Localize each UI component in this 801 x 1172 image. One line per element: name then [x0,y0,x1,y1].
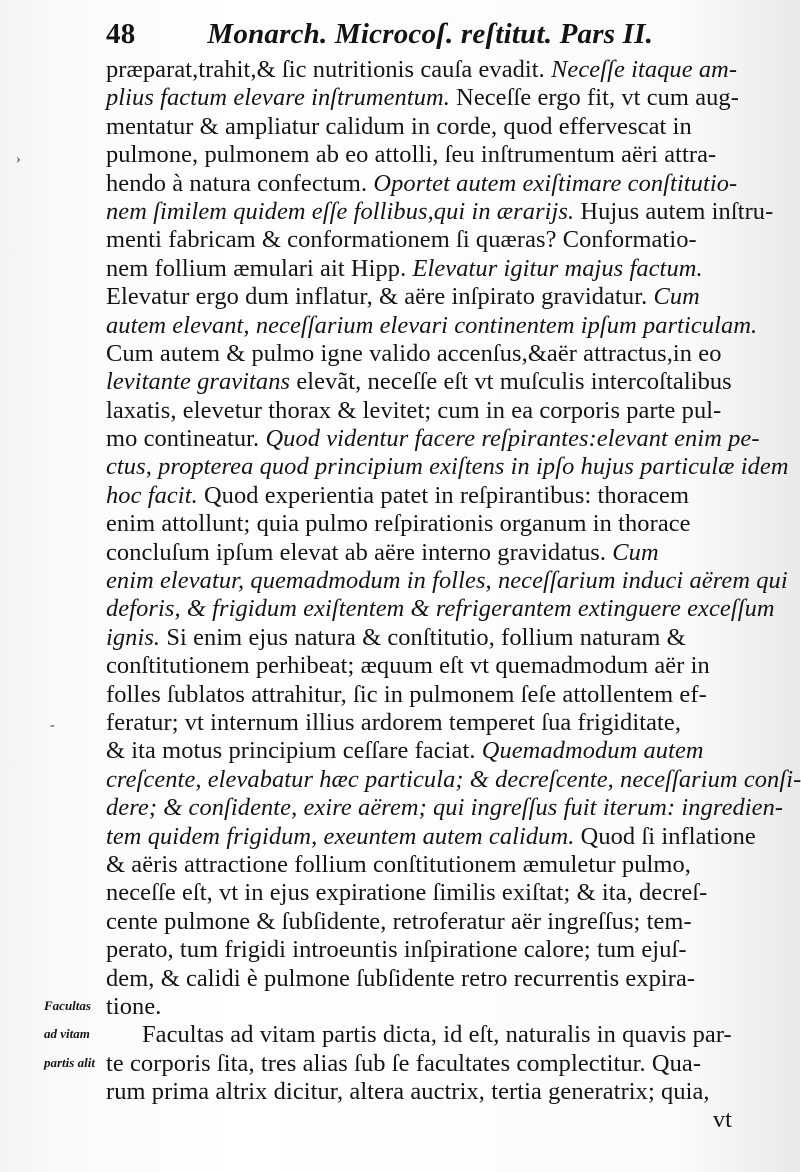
italic-segment: levitante gravitans [106,368,291,396]
italic-segment: Quemadmodum autem [481,737,704,765]
text-segment: folles ſublatos attrahitur, ſic in pulmonem ſeſe attollentem ef- [106,680,707,708]
text-segment: tione. [106,992,162,1020]
text-segment: Quod experientia patet in reſpirantibus: thoracem [197,481,690,509]
text-segment: Facultas ad vitam partis dicta, id eſt, naturalis in quavis par- [142,1021,732,1049]
edge-mark: › [16,152,21,167]
italic-segment: ignis. [106,623,161,651]
text-line [106,113,732,141]
text-segment: menti fabricam & conformationem ſi quæras? Conformatio- [106,226,697,254]
text-line [106,368,732,396]
text-segment: Quod ſi inflatione [574,822,756,850]
running-title: Monarch. Microcoſ. reſtitut. Pars II. [207,18,654,50]
text-line [106,737,732,765]
text-line [106,1050,732,1078]
text-line [106,879,732,907]
italic-segment: Elevatur igitur majus factum. [412,254,703,282]
italic-segment: ctus, propterea quod principium exiſtens in ipſo hujus particulæ idem [106,453,789,481]
text-line [106,397,732,425]
text-line [106,197,774,226]
text-segment: mo contineatur. [106,425,266,453]
text-line [106,908,732,936]
text-line [106,993,732,1021]
text-line [106,141,732,169]
body-text [106,56,801,1135]
italic-segment: autem elevant, neceſſarium elevari continentem ipſum particulam. [106,311,758,339]
italic-segment: hoc facit. [106,481,198,509]
text-line [106,169,738,198]
text-line [106,567,788,595]
text-segment: hendo à natura confectum. [106,169,374,197]
text-line [106,226,732,254]
text-segment: rum prima altrix dicitur, altera auctrix, tertia generatrix; quia, [106,1078,710,1106]
text-line [106,765,801,794]
italic-segment: Oportet autem exiſtimare conſtitutio- [373,169,738,197]
text-line [106,794,784,822]
text-segment: præparat,trahit,& ſic nutritionis cauſa evadit. [106,56,552,83]
text-segment: mentatur & ampliatur calidum in corde, quod effervescat in [106,112,692,140]
text-segment: elevãt, neceſſe eſt vt muſculis intercoſtalibus [290,368,732,396]
italic-segment: Cum [612,538,659,566]
margin-note-line: Facultas [44,998,91,1013]
text-segment: laxatis, elevetur thorax & levitet; cum in ea corporis parte pul- [106,396,722,424]
text-segment: perato, tum frigidi introeuntis inſpiratione calore; tum ejuſ- [106,936,687,964]
text-line [106,1106,732,1134]
text-segment: Si enim ejus natura & conſtitutio, follium naturam & [160,623,686,651]
text-line [106,709,732,737]
italic-segment: creſcente, elevabatur hæc particula; & decreſcente, neceſſarium conſi- [106,765,801,793]
text-line [106,283,732,311]
text-line [106,681,732,709]
text-segment: feratur; vt internum illius ardorem temperet ſua frigiditate, [106,708,682,736]
text-segment: concluſum ipſum elevat ab aëre interno gravidatus. [106,538,613,566]
text-line [106,56,738,84]
text-line [106,453,789,481]
margin-note-line: partis alit [44,1054,95,1070]
text-line [106,84,739,112]
text-segment: & aëris attractione follium conſtitutionem æmuletur pulmo, [106,850,691,878]
text-line [106,510,732,538]
text-segment: conſtitutionem perhibeat; æquum eſt vt quemadmodum aër in [106,652,710,680]
italic-segment: tem quidem frigidum, exeuntem autem calidum. [106,822,575,850]
text-segment: Cum autem & pulmo igne valido accenſus,&aër attractus,in eo [106,339,722,367]
italic-segment: Cum [653,283,700,311]
margin-note-line: ad vitam [44,1026,90,1042]
italic-segment: dere; & conſidente, exire aërem; qui ingreſſus fuit iterum: ingredien- [106,794,784,822]
text-segment: pulmone, pulmonem ab eo attolli, ſeu inſtrumentum aëri attra- [106,141,717,169]
text-segment: Neceſſe ergo fit, vt cum aug- [449,84,739,112]
text-line [106,822,756,851]
text-line [106,340,732,368]
text-segment: vt [712,1106,732,1134]
italic-segment: Quod videntur facere reſpirantes:elevant enim pe- [265,425,760,453]
text-line [106,539,732,567]
text-segment: enim attollunt; quia pulmo reſpirationis organum in thorace [106,510,691,538]
text-line [106,1021,732,1049]
text-line [106,311,758,340]
text-line [106,255,732,283]
text-segment: te corporis ſita, tres alias ſub ſe facultates complectitur. Qua- [106,1049,702,1077]
text-segment: neceſſe eſt, vt in ejus expiratione ſimilis exiſtat; & ita, decreſ- [106,879,708,907]
italic-segment: plius factum elevare inſtrumentum. [106,84,450,112]
page-number: 48 [106,18,136,50]
margin-note [44,992,114,1077]
text-line [106,965,732,993]
text-line [106,425,760,453]
italic-segment: deforis, & frigidum exiſtentem & refrigerantem extinguere exceſſum [106,595,775,623]
text-line [106,936,732,964]
text-segment: Hujus autem inſtru- [574,197,774,225]
text-segment: cente pulmone & ſubſidente, retroferatur aër ingreſſus; tem- [106,907,692,935]
text-line [106,652,732,680]
page-header [106,18,654,54]
italic-segment: nem ſimilem quidem eſſe follibus,qui in ærarijs. [106,197,575,225]
text-line [106,595,775,623]
text-line [106,1078,732,1106]
text-line [106,624,732,652]
text-segment: nem follium æmulari ait Hipp. [106,254,413,282]
text-segment: dem, & calidi è pulmone ſubſidente retro recurrentis expira- [106,964,696,992]
text-line [106,851,732,879]
italic-segment: enim elevatur, quemadmodum in folles, neceſſarium induci aërem qui [106,567,788,595]
text-segment: Elevatur ergo dum inflatur, & aëre inſpirato gravidatur. [106,283,654,311]
edge-mark: - [50,718,55,733]
text-segment: & ita motus principium ceſſare faciat. [106,737,482,765]
text-line [106,482,732,510]
italic-segment: Neceſſe itaque am- [551,56,738,83]
